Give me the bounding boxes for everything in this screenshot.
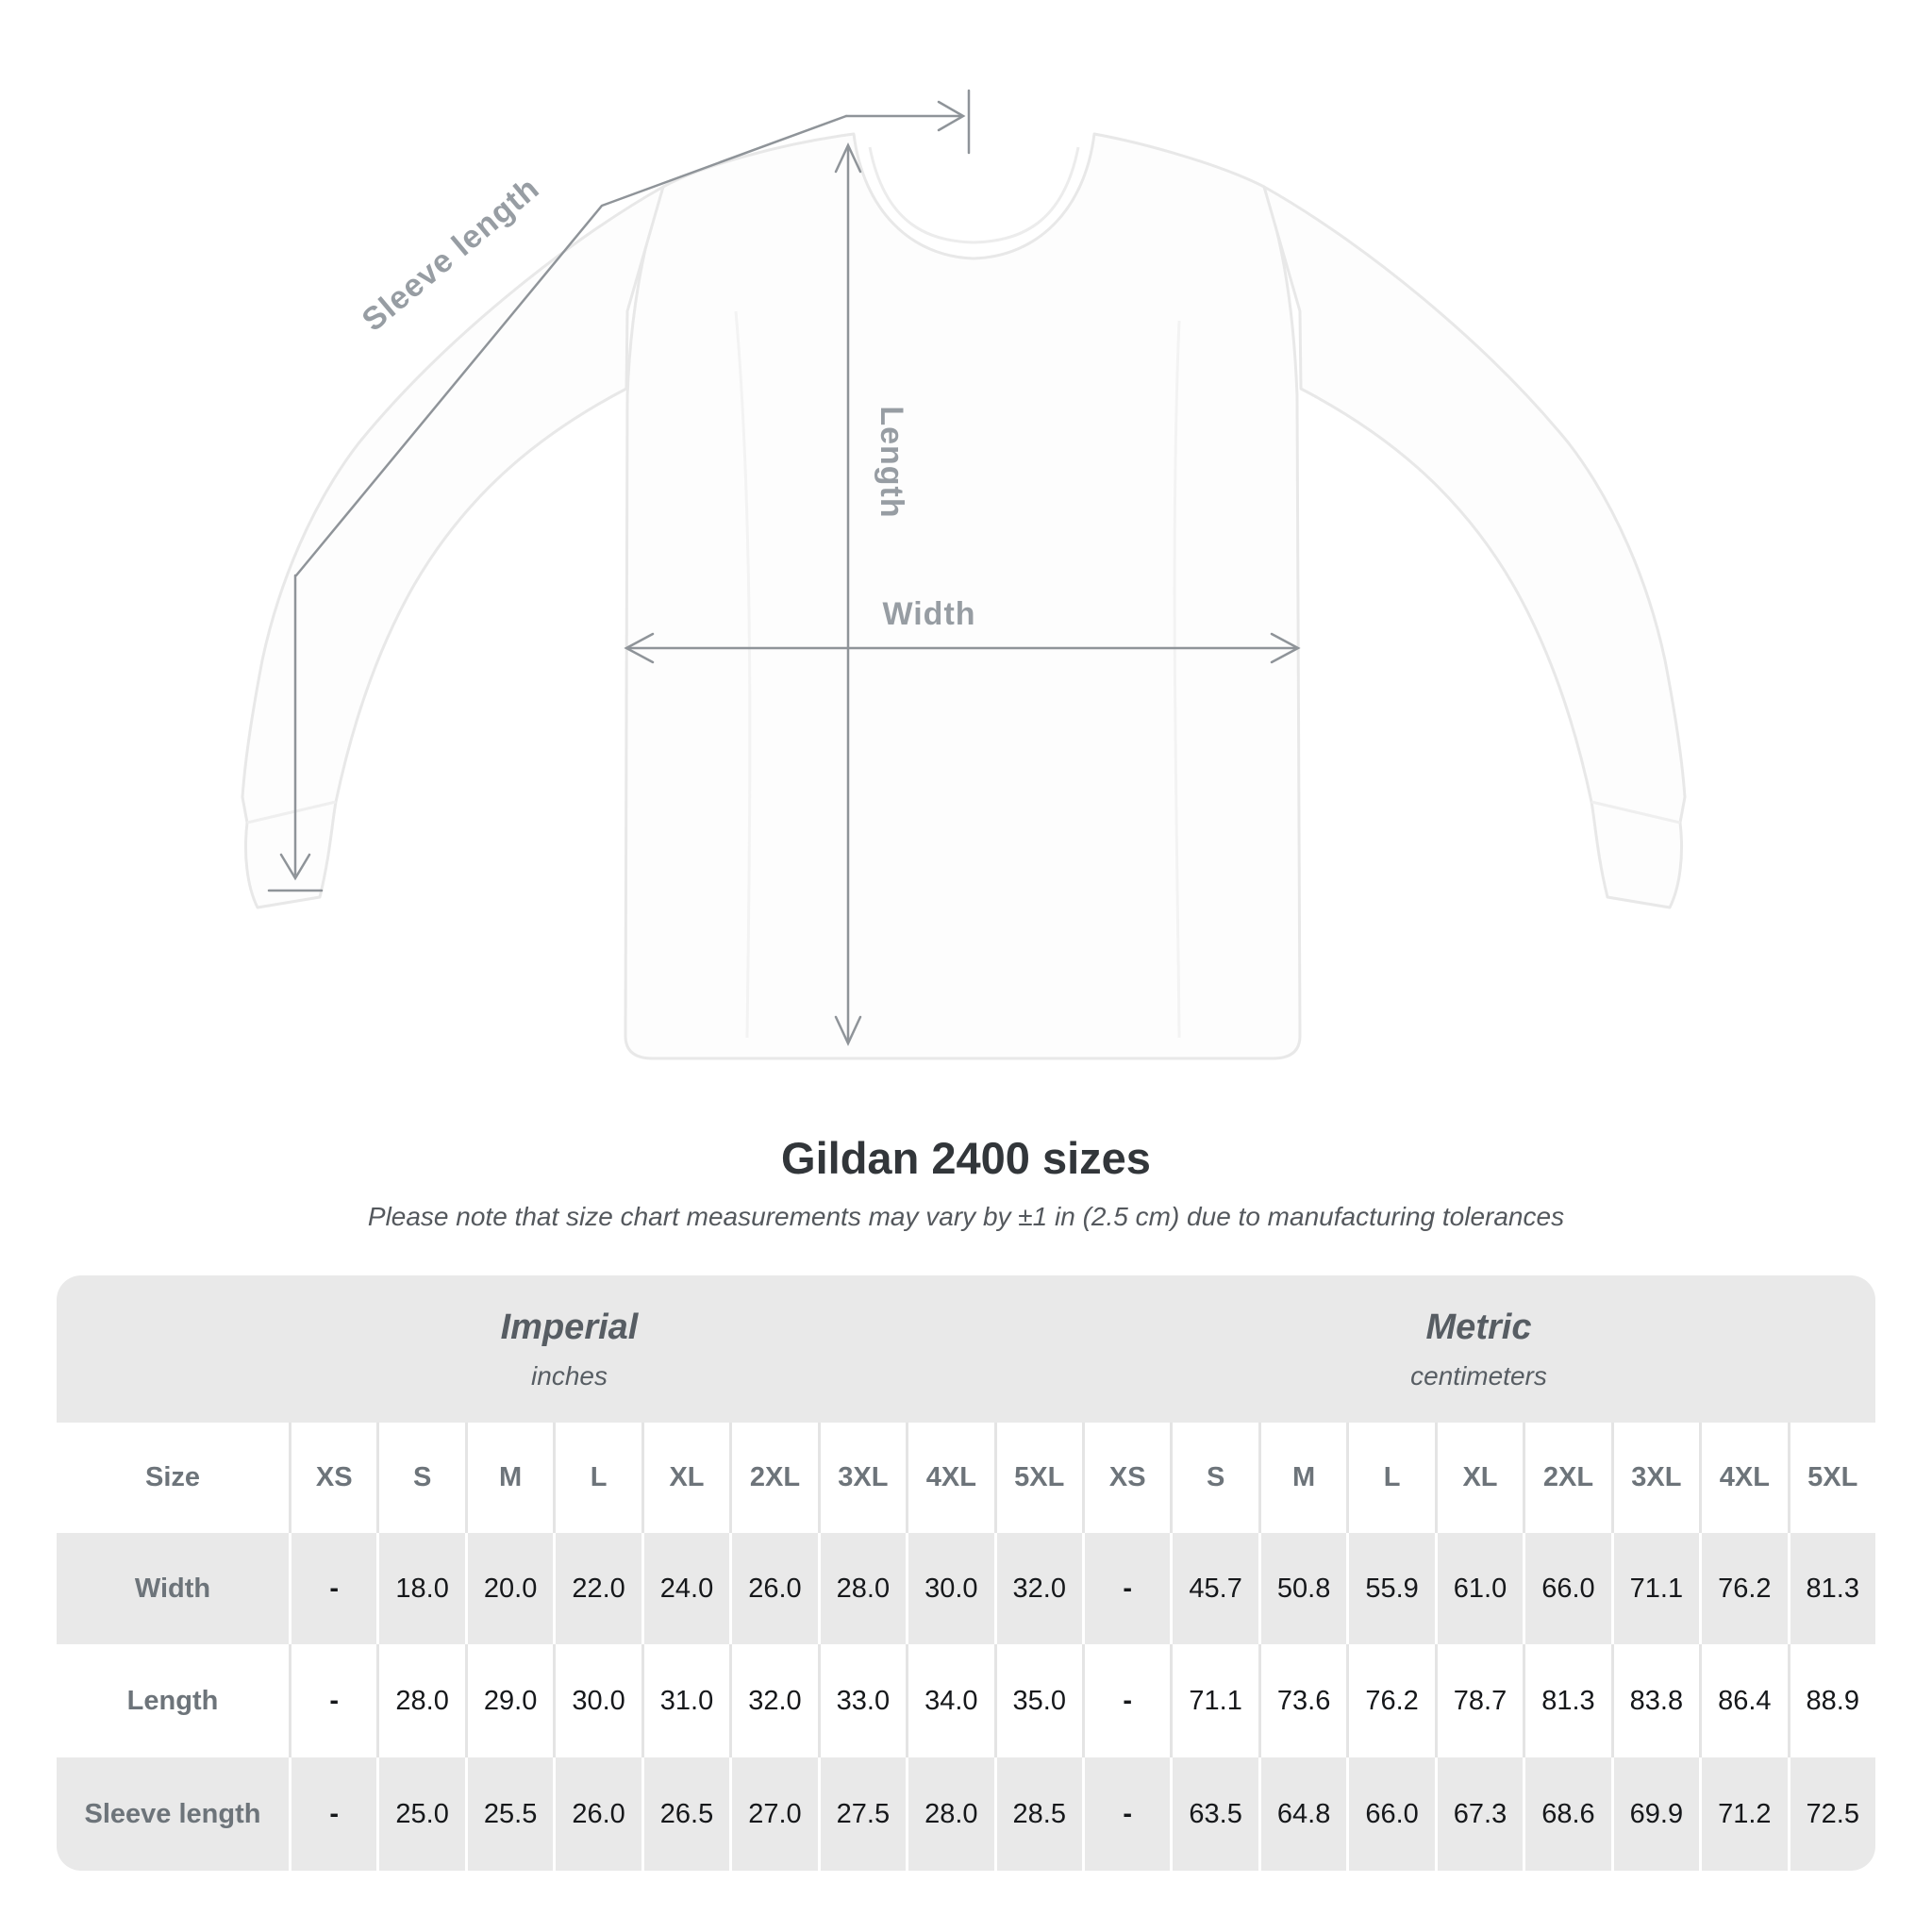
value-cell: 76.2 (1346, 1644, 1434, 1757)
value-cell: 88.9 (1788, 1644, 1875, 1757)
value-cell: 29.0 (465, 1644, 553, 1757)
value-cell: 72.5 (1788, 1757, 1875, 1871)
col-header-metric-xs: XS (1082, 1423, 1170, 1533)
col-header-imperial-2xl: 2XL (729, 1423, 817, 1533)
value-cell: 64.8 (1258, 1757, 1346, 1871)
value-cell: 71.1 (1170, 1644, 1257, 1757)
col-header-imperial-xs: XS (289, 1423, 376, 1533)
col-header-imperial-4xl: 4XL (906, 1423, 993, 1533)
value-cell: 20.0 (465, 1533, 553, 1644)
value-cell: 71.1 (1611, 1533, 1699, 1644)
col-header-metric-2xl: 2XL (1523, 1423, 1610, 1533)
col-header-metric-l: L (1346, 1423, 1434, 1533)
value-cell: 34.0 (906, 1644, 993, 1757)
col-header-metric-4xl: 4XL (1699, 1423, 1787, 1533)
row-label-length: Length (57, 1644, 289, 1757)
value-cell: 71.2 (1699, 1757, 1787, 1871)
col-header-imperial-s: S (376, 1423, 464, 1533)
col-header-metric-5xl: 5XL (1788, 1423, 1875, 1533)
value-cell: 27.5 (818, 1757, 906, 1871)
col-header-imperial-xl: XL (641, 1423, 729, 1533)
value-cell: - (289, 1644, 376, 1757)
value-cell: 26.0 (553, 1757, 641, 1871)
value-cell: - (1082, 1533, 1170, 1644)
value-cell: 28.0 (906, 1757, 993, 1871)
value-cell: 83.8 (1611, 1644, 1699, 1757)
length-label: Length (874, 406, 909, 519)
col-header-imperial-m: M (465, 1423, 553, 1533)
value-cell: 66.0 (1523, 1533, 1610, 1644)
unit-metric-label: Metric (1425, 1307, 1532, 1347)
value-cell: 86.4 (1699, 1644, 1787, 1757)
sleeve-length-label: Sleeve length (355, 170, 547, 339)
row-label-width: Width (57, 1533, 289, 1644)
unit-imperial-sublabel: inches (531, 1360, 608, 1391)
value-cell: 24.0 (641, 1533, 729, 1644)
value-cell: 18.0 (376, 1533, 464, 1644)
value-cell: 61.0 (1435, 1533, 1523, 1644)
shirt-collar (870, 147, 1078, 242)
value-cell: 32.0 (729, 1644, 817, 1757)
width-label: Width (882, 596, 976, 632)
size-column-header: Size (57, 1423, 289, 1533)
unit-metric (1082, 1275, 1875, 1423)
value-cell: 66.0 (1346, 1757, 1434, 1871)
value-cell: 30.0 (553, 1644, 641, 1757)
unit-imperial (57, 1275, 1082, 1423)
value-cell: 28.5 (994, 1757, 1082, 1871)
value-cell: 78.7 (1435, 1644, 1523, 1757)
value-cell: 28.0 (818, 1533, 906, 1644)
col-header-metric-xl: XL (1435, 1423, 1523, 1533)
value-cell: 50.8 (1258, 1533, 1346, 1644)
value-cell: 35.0 (994, 1644, 1082, 1757)
unit-metric-sublabel: centimeters (1410, 1360, 1547, 1391)
value-cell: - (1082, 1757, 1170, 1871)
size-table-grid (57, 1423, 1875, 1871)
value-cell: 81.3 (1523, 1644, 1610, 1757)
value-cell: 73.6 (1258, 1644, 1346, 1757)
unit-band (57, 1275, 1875, 1423)
value-cell: 28.0 (376, 1644, 464, 1757)
value-cell: 25.0 (376, 1757, 464, 1871)
value-cell: 45.7 (1170, 1533, 1257, 1644)
shirt-left-sleeve (242, 187, 663, 908)
page-title: Gildan 2400 sizes (781, 1133, 1151, 1183)
value-cell: 26.5 (641, 1757, 729, 1871)
value-cell: 76.2 (1699, 1533, 1787, 1644)
value-cell: - (289, 1757, 376, 1871)
col-header-imperial-l: L (553, 1423, 641, 1533)
value-cell: 26.0 (729, 1533, 817, 1644)
col-header-metric-s: S (1170, 1423, 1257, 1533)
value-cell: 31.0 (641, 1644, 729, 1757)
value-cell: 68.6 (1523, 1757, 1610, 1871)
value-cell: 81.3 (1788, 1533, 1875, 1644)
col-header-metric-m: M (1258, 1423, 1346, 1533)
page-subtitle: Please note that size chart measurements may vary by ±1 in (2.5 cm) due to manufacturing tolerances (367, 1202, 1565, 1231)
value-cell: 22.0 (553, 1533, 641, 1644)
value-cell: 27.0 (729, 1757, 817, 1871)
value-cell: 67.3 (1435, 1757, 1523, 1871)
unit-imperial-label: Imperial (500, 1307, 639, 1347)
row-label-sleeve-length: Sleeve length (57, 1757, 289, 1871)
col-header-metric-3xl: 3XL (1611, 1423, 1699, 1533)
value-cell: - (289, 1533, 376, 1644)
value-cell: 30.0 (906, 1533, 993, 1644)
size-table (57, 1275, 1875, 1871)
col-header-imperial-5xl: 5XL (994, 1423, 1082, 1533)
value-cell: 33.0 (818, 1644, 906, 1757)
value-cell: 63.5 (1170, 1757, 1257, 1871)
value-cell: 32.0 (994, 1533, 1082, 1644)
value-cell: 69.9 (1611, 1757, 1699, 1871)
col-header-imperial-3xl: 3XL (818, 1423, 906, 1533)
value-cell: 55.9 (1346, 1533, 1434, 1644)
value-cell: 25.5 (465, 1757, 553, 1871)
shirt-right-sleeve (1264, 187, 1685, 908)
value-cell: - (1082, 1644, 1170, 1757)
